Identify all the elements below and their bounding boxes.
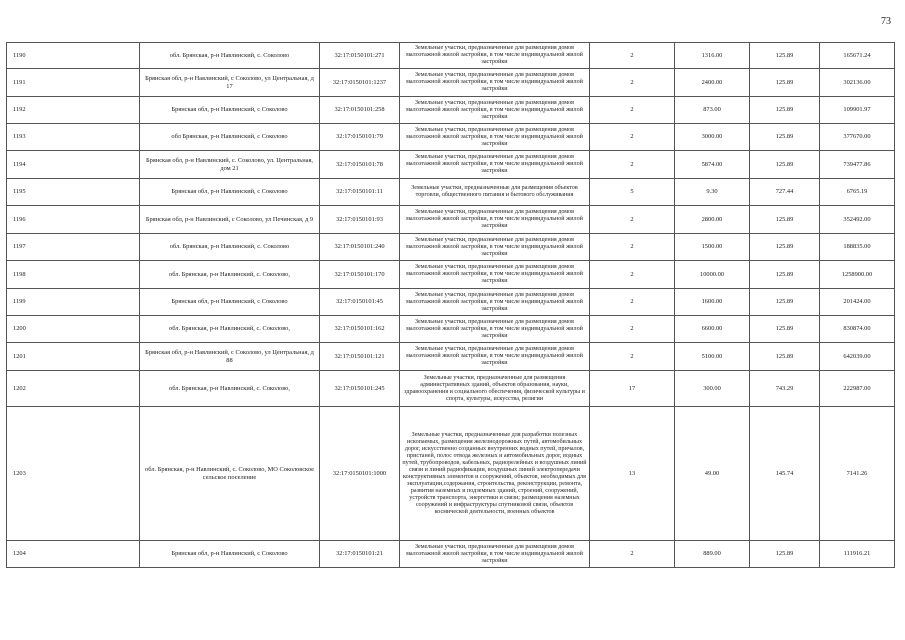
land-use-purpose-cell: Земельные участки, предназначенные для размещения домов малоэтажной жилой застройки, в том числе индивидуальной жилой застройки bbox=[400, 234, 590, 261]
specific-value-cell: 125.89 bbox=[750, 151, 820, 179]
table-row bbox=[7, 43, 895, 69]
table-row bbox=[7, 371, 895, 407]
land-use-purpose-cell: Земельные участки, предназначенные для размещения домов малоэтажной жилой застройки, в том числе индивидуальной жилой застройки bbox=[400, 289, 590, 316]
table-row bbox=[7, 179, 895, 206]
row-number-cell: 1192 bbox=[7, 97, 140, 124]
cadastral-value-cell: 165671.24 bbox=[820, 43, 895, 69]
cadastral-value-cell: 188835.00 bbox=[820, 234, 895, 261]
table-row bbox=[7, 261, 895, 289]
specific-value-cell: 145.74 bbox=[750, 407, 820, 541]
specific-value-cell: 125.89 bbox=[750, 316, 820, 343]
group-number-cell: 2 bbox=[590, 343, 675, 371]
specific-value-cell: 743.29 bbox=[750, 371, 820, 407]
table-row bbox=[7, 151, 895, 179]
cadastral-number-cell: 32:17:0150101:21 bbox=[320, 541, 400, 568]
group-number-cell: 2 bbox=[590, 97, 675, 124]
area-cell: 2800.00 bbox=[675, 206, 750, 234]
land-use-purpose-cell: Земельные участки, предназначенные для размещения административных зданий, объектов образования, науки, здравоохранения и социального обеспечения, физической культуры и спорта, культуры, искусства, религии bbox=[400, 371, 590, 407]
group-number-cell: 2 bbox=[590, 124, 675, 151]
cadastral-number-cell: 32:17:0150101:162 bbox=[320, 316, 400, 343]
address-cell: обл Брянская, р-н Навлинский, с Соколово bbox=[140, 124, 320, 151]
table-row bbox=[7, 234, 895, 261]
area-cell: 5100.00 bbox=[675, 343, 750, 371]
cadastral-value-cell: 6765.19 bbox=[820, 179, 895, 206]
table-row bbox=[7, 343, 895, 371]
cadastral-value-cell: 830874.00 bbox=[820, 316, 895, 343]
table-row bbox=[7, 289, 895, 316]
address-cell: обл. Брянская, р-н Навлинский, с. Соколово, bbox=[140, 316, 320, 343]
area-cell: 889.00 bbox=[675, 541, 750, 568]
group-number-cell: 2 bbox=[590, 206, 675, 234]
address-cell: Брянская обл, р-н Навлинский, с Соколово bbox=[140, 97, 320, 124]
cadastral-value-cell: 1258900.00 bbox=[820, 261, 895, 289]
land-use-purpose-cell: Земельные участки, предназначенные для размещения домов малоэтажной жилой застройки, в том числе индивидуальной жилой застройки bbox=[400, 541, 590, 568]
group-number-cell: 17 bbox=[590, 371, 675, 407]
cadastral-number-cell: 32:17:0150101:93 bbox=[320, 206, 400, 234]
table-row bbox=[7, 124, 895, 151]
group-number-cell: 5 bbox=[590, 179, 675, 206]
cadastral-value-cell: 201424.00 bbox=[820, 289, 895, 316]
row-number-cell: 1200 bbox=[7, 316, 140, 343]
address-cell: Брянская обл, р-н Навлинский, с. Соколово, ул. Центральная, дом 21 bbox=[140, 151, 320, 179]
cadastral-value-cell: 642039.00 bbox=[820, 343, 895, 371]
area-cell: 1600.00 bbox=[675, 289, 750, 316]
cadastral-number-cell: 32:17:0150101:1000 bbox=[320, 407, 400, 541]
row-number-cell: 1203 bbox=[7, 407, 140, 541]
row-number-cell: 1198 bbox=[7, 261, 140, 289]
row-number-cell: 1195 bbox=[7, 179, 140, 206]
cadastral-value-cell: 109901.97 bbox=[820, 97, 895, 124]
cadastral-number-cell: 32:17:0150101:45 bbox=[320, 289, 400, 316]
address-cell: обл. Брянская, р-н Навлинский, с. Соколово, bbox=[140, 371, 320, 407]
address-cell: Брянская обл, р-н Навлинский, с Соколово, ул Печинская, д 9 bbox=[140, 206, 320, 234]
cadastral-number-cell: 32:17:0150101:11 bbox=[320, 179, 400, 206]
table-row bbox=[7, 97, 895, 124]
address-cell: обл. Брянская, р-н Навлинский, с. Соколово, bbox=[140, 261, 320, 289]
area-cell: 1500.00 bbox=[675, 234, 750, 261]
address-cell: обл. Брянская, р-н Навлинский, с. Соколово, МО Соколовское сельское поселение bbox=[140, 407, 320, 541]
group-number-cell: 2 bbox=[590, 43, 675, 69]
area-cell: 2400.00 bbox=[675, 69, 750, 97]
group-number-cell: 2 bbox=[590, 261, 675, 289]
address-cell: Брянская обл, р-н Навлинский, с Соколово, ул Центральная, д 88 bbox=[140, 343, 320, 371]
row-number-cell: 1196 bbox=[7, 206, 140, 234]
area-cell: 49.00 bbox=[675, 407, 750, 541]
specific-value-cell: 727.44 bbox=[750, 179, 820, 206]
land-use-purpose-cell: Земельные участки, предназначенные для размещения домов малоэтажной жилой застройки, в том числе индивидуальной жилой застройки bbox=[400, 69, 590, 97]
address-cell: обл. Брянская, р-н Навлинский, с. Соколово bbox=[140, 43, 320, 69]
area-cell: 10000.00 bbox=[675, 261, 750, 289]
area-cell: 300.00 bbox=[675, 371, 750, 407]
specific-value-cell: 125.89 bbox=[750, 261, 820, 289]
land-use-purpose-cell: Земельные участки, предназначенные для размещения домов малоэтажной жилой застройки, в том числе индивидуальной жилой застройки bbox=[400, 97, 590, 124]
address-cell: обл. Брянская, р-н Навлинский, с. Соколово bbox=[140, 234, 320, 261]
specific-value-cell: 125.89 bbox=[750, 97, 820, 124]
cadastral-number-cell: 32:17:0150101:170 bbox=[320, 261, 400, 289]
land-use-purpose-cell: Земельные участки, предназначенные для размещения домов малоэтажной жилой застройки, в том числе индивидуальной жилой застройки bbox=[400, 124, 590, 151]
address-cell: Брянская обл, р-н Навлинский, с Соколово bbox=[140, 179, 320, 206]
table-row bbox=[7, 407, 895, 541]
group-number-cell: 2 bbox=[590, 151, 675, 179]
table-row bbox=[7, 206, 895, 234]
address-cell: Брянская обл, р-н Навлинский, с Соколово bbox=[140, 541, 320, 568]
area-cell: 9.30 bbox=[675, 179, 750, 206]
area-cell: 873.00 bbox=[675, 97, 750, 124]
group-number-cell: 2 bbox=[590, 289, 675, 316]
row-number-cell: 1201 bbox=[7, 343, 140, 371]
group-number-cell: 2 bbox=[590, 541, 675, 568]
land-use-purpose-cell: Земельные участки, предназначенные для размещения домов малоэтажной жилой застройки, в том числе индивидуальной жилой застройки bbox=[400, 316, 590, 343]
cadastral-value-cell: 739477.86 bbox=[820, 151, 895, 179]
specific-value-cell: 125.89 bbox=[750, 43, 820, 69]
specific-value-cell: 125.89 bbox=[750, 206, 820, 234]
row-number-cell: 1197 bbox=[7, 234, 140, 261]
cadastral-number-cell: 32:17:0150101:240 bbox=[320, 234, 400, 261]
land-use-purpose-cell: Земельные участки, предназначенные для размещения объектов торговли, общественного питания и бытового обслуживания bbox=[400, 179, 590, 206]
specific-value-cell: 125.89 bbox=[750, 69, 820, 97]
cadastral-number-cell: 32:17:0150101:121 bbox=[320, 343, 400, 371]
cadastral-number-cell: 32:17:0150101:271 bbox=[320, 43, 400, 69]
cadastral-number-cell: 32:17:0150101:258 bbox=[320, 97, 400, 124]
cadastral-value-cell: 302136.00 bbox=[820, 69, 895, 97]
row-number-cell: 1191 bbox=[7, 69, 140, 97]
group-number-cell: 2 bbox=[590, 234, 675, 261]
row-number-cell: 1193 bbox=[7, 124, 140, 151]
table-row bbox=[7, 69, 895, 97]
land-use-purpose-cell: Земельные участки, предназначенные для разработки полезных ископаемых, размещения железнодорожных путей, автомобильных дорог, искусственно созданных внутренних водных путей, причалов, пристаней, полос отвода железных и автомобильных дорог, водных путей, трубопроводов, кабельных, радиорелейных и воздушных линий связи и линий радиофикации, воздушных линий электропередачи конструктивных элементов и сооружений, объектов, необходимых для эксплуатации,содержания, строительства, реконструкции, ремонта, развития наземных и подземных зданий, строений, сооружений, устройств транспорта, энергетики и связи; размещения наземных сооружений и инфраструктуры спутниковой связи, объектов космической деятельности, военных объектов bbox=[400, 407, 590, 541]
address-cell: Брянская обл, р-н Навлинский, с Соколово bbox=[140, 289, 320, 316]
area-cell: 3000.00 bbox=[675, 124, 750, 151]
cadastral-value-cell: 7141.26 bbox=[820, 407, 895, 541]
page-number: 73 bbox=[881, 16, 891, 27]
cadastral-value-cell: 377670.00 bbox=[820, 124, 895, 151]
address-cell: Брянская обл, р-н Навлинский, с Соколово, ул Центральная, д 17 bbox=[140, 69, 320, 97]
cadastral-number-cell: 32:17:0150101:78 bbox=[320, 151, 400, 179]
row-number-cell: 1204 bbox=[7, 541, 140, 568]
cadastral-value-cell: 222987.00 bbox=[820, 371, 895, 407]
land-use-purpose-cell: Земельные участки, предназначенные для размещения домов малоэтажной жилой застройки, в том числе индивидуальной жилой застройки bbox=[400, 206, 590, 234]
specific-value-cell: 125.89 bbox=[750, 541, 820, 568]
group-number-cell: 13 bbox=[590, 407, 675, 541]
row-number-cell: 1190 bbox=[7, 43, 140, 69]
land-parcel-table bbox=[6, 42, 895, 568]
area-cell: 6600.00 bbox=[675, 316, 750, 343]
cadastral-value-cell: 111916.21 bbox=[820, 541, 895, 568]
table-body bbox=[7, 43, 895, 568]
group-number-cell: 2 bbox=[590, 69, 675, 97]
specific-value-cell: 125.89 bbox=[750, 124, 820, 151]
area-cell: 1316.00 bbox=[675, 43, 750, 69]
table-row bbox=[7, 316, 895, 343]
specific-value-cell: 125.89 bbox=[750, 289, 820, 316]
cadastral-number-cell: 32:17:0150101:79 bbox=[320, 124, 400, 151]
row-number-cell: 1194 bbox=[7, 151, 140, 179]
land-use-purpose-cell: Земельные участки, предназначенные для размещения домов малоэтажной жилой застройки, в том числе индивидуальной жилой застройки bbox=[400, 261, 590, 289]
land-use-purpose-cell: Земельные участки, предназначенные для размещения домов малоэтажной жилой застройки, в том числе индивидуальной жилой застройки bbox=[400, 151, 590, 179]
specific-value-cell: 125.89 bbox=[750, 234, 820, 261]
cadastral-number-cell: 32:17:0150101:245 bbox=[320, 371, 400, 407]
row-number-cell: 1199 bbox=[7, 289, 140, 316]
cadastral-value-cell: 352492.00 bbox=[820, 206, 895, 234]
land-use-purpose-cell: Земельные участки, предназначенные для размещения домов малоэтажной жилой застройки, в том числе индивидуальной жилой застройки bbox=[400, 343, 590, 371]
table-row bbox=[7, 541, 895, 568]
land-use-purpose-cell: Земельные участки, предназначенные для размещения домов малоэтажной жилой застройки, в том числе индивидуальной жилой застройки bbox=[400, 43, 590, 69]
cadastral-number-cell: 32:17:0150101:1237 bbox=[320, 69, 400, 97]
specific-value-cell: 125.89 bbox=[750, 343, 820, 371]
area-cell: 5874.00 bbox=[675, 151, 750, 179]
group-number-cell: 2 bbox=[590, 316, 675, 343]
row-number-cell: 1202 bbox=[7, 371, 140, 407]
